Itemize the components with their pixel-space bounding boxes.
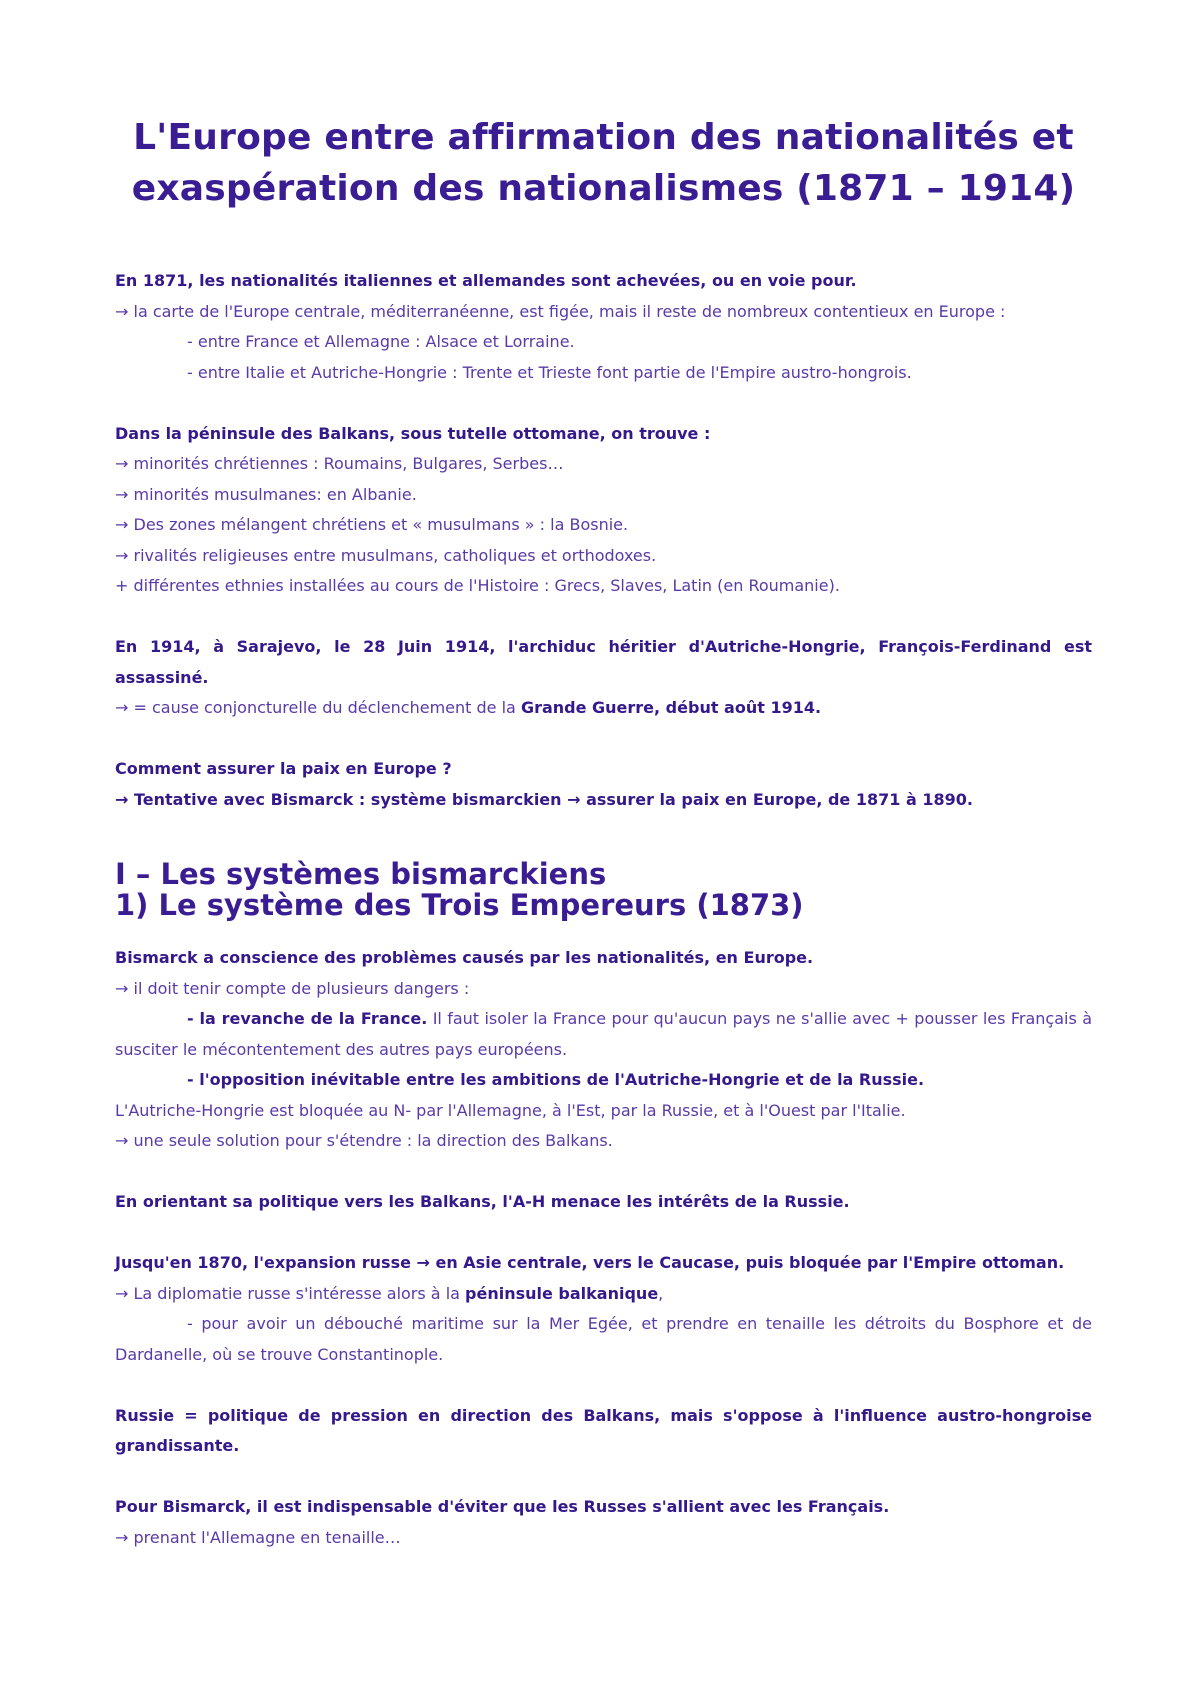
sarajevo-paragraph: En 1914, à Sarajevo, le 28 Juin 1914, l'archiduc héritier d'Autriche-Hongrie, François-Ferdinand est assassiné. — [115, 637, 1092, 687]
balkans-item: → minorités chrétiennes : Roumains, Bulgares, Serbes… — [115, 454, 564, 473]
balkans-heading: Dans la péninsule des Balkans, sous tutelle ottomane, on trouve : — [115, 423, 711, 443]
document-title — [115, 112, 1092, 214]
peninsule-text: péninsule balkanique — [465, 1283, 659, 1303]
section-1-title: I – Les systèmes bismarckiens — [115, 857, 607, 891]
section-1-subtitle: 1) Le système des Trois Empereurs (1873) — [115, 888, 804, 922]
s1-opposition-heading: - l'opposition inévitable entre les ambitions de l'Autriche-Hongrie et de la Russie. — [187, 1070, 925, 1089]
balkans-item: → rivalités religieuses entre musulmans, catholiques et orthodoxes. — [115, 545, 657, 565]
diplomatie-text: → La diplomatie russe s'intéresse alors à la — [115, 1283, 466, 1303]
s1-paragraph: En orientant sa politique vers les Balkans, l'A-H menace les intérêts de la Russie. — [115, 1192, 850, 1211]
intro-paragraph-2: → la carte de l'Europe centrale, méditerranéenne, est figée, mais il reste de nombreux contentieux en Europe : — [115, 301, 1006, 321]
revanche-text: Il faut isoler la France pour qu'aucun pays ne s'allie avec + pousser les Français à susciter le mécontentement des autres pays européens. — [115, 1009, 1092, 1059]
sarajevo-consequence-text: → = cause conjoncturelle du déclenchement de la — [115, 698, 521, 717]
balkans-item: + différentes ethnies installées au cours de l'Histoire : Grecs, Slaves, Latin (en Roumanie). — [115, 576, 840, 595]
grande-guerre-text: Grande Guerre — [520, 698, 655, 717]
debouche-text: - pour avoir un débouché maritime sur la Mer Egée, et prendre en tenaille les détroits du Bosphore et de Dardanelle, où se trouve Constantinople. — [115, 1314, 1092, 1364]
title-line-2: exaspération des nationalismes (1871 – 1914) — [131, 168, 1076, 209]
s1-paragraph: Bismarck a conscience des problèmes causés par les nationalités, en Europe. — [115, 948, 814, 967]
s1-paragraph: → prenant l'Allemagne en tenaille… — [115, 1527, 401, 1547]
peace-question: Comment assurer la paix en Europe ? — [115, 759, 452, 778]
peace-answer: → Tentative avec Bismarck : système bismarckien → assurer la paix en Europe, de 1871 à 1890. — [115, 789, 973, 809]
balkans-item: → minorités musulmanes: en Albanie. — [115, 484, 417, 504]
intro-item-trente: - entre Italie et Autriche-Hongrie : Trente et Trieste font partie de l'Empire austro-hongrois. — [187, 362, 912, 382]
s1-paragraph: L'Autriche-Hongrie est bloquée au N- par l'Allemagne, à l'Est, par la Russie, et à l'Ouest par l'Italie. — [115, 1100, 906, 1120]
s1-paragraph: → il doit tenir compte de plusieurs dangers : — [115, 978, 470, 998]
s1-paragraph — [115, 1279, 1092, 1310]
s1-revanche-paragraph — [115, 1004, 1092, 1065]
balkans-item: → Des zones mélangent chrétiens et « musulmans » : la Bosnie. — [115, 515, 629, 534]
s1-paragraph: Pour Bismarck, il est indispensable d'éviter que les Russes s'allient avec les Français. — [115, 1497, 890, 1516]
s1-paragraph: Russie = politique de pression en direction des Balkans, mais s'oppose à l'influence austro-hongroise grandissante. — [115, 1405, 1092, 1455]
intro-paragraph-1: En 1871, les nationalités italiennes et allemandes sont achevées, ou en voie pour. — [115, 271, 857, 290]
diplomatie-comma: , — [658, 1283, 664, 1303]
s1-paragraph: → une seule solution pour s'étendre : la direction des Balkans. — [115, 1131, 613, 1150]
title-line-1: L'Europe entre affirmation des nationalités et — [133, 117, 1074, 158]
s1-paragraph: Jusqu'en 1870, l'expansion russe → en Asie centrale, vers le Caucase, puis bloquée par l'Empire ottoman. — [115, 1253, 1065, 1272]
sarajevo-date-text: , début août 1914. — [654, 698, 822, 717]
document-body — [115, 266, 1092, 1553]
sarajevo-consequence — [115, 693, 1092, 724]
intro-item-alsace: - entre France et Allemagne : Alsace et Lorraine. — [187, 332, 575, 351]
revanche-heading: - la revanche de la France. — [187, 1009, 428, 1028]
s1-debouche-paragraph — [115, 1309, 1092, 1370]
